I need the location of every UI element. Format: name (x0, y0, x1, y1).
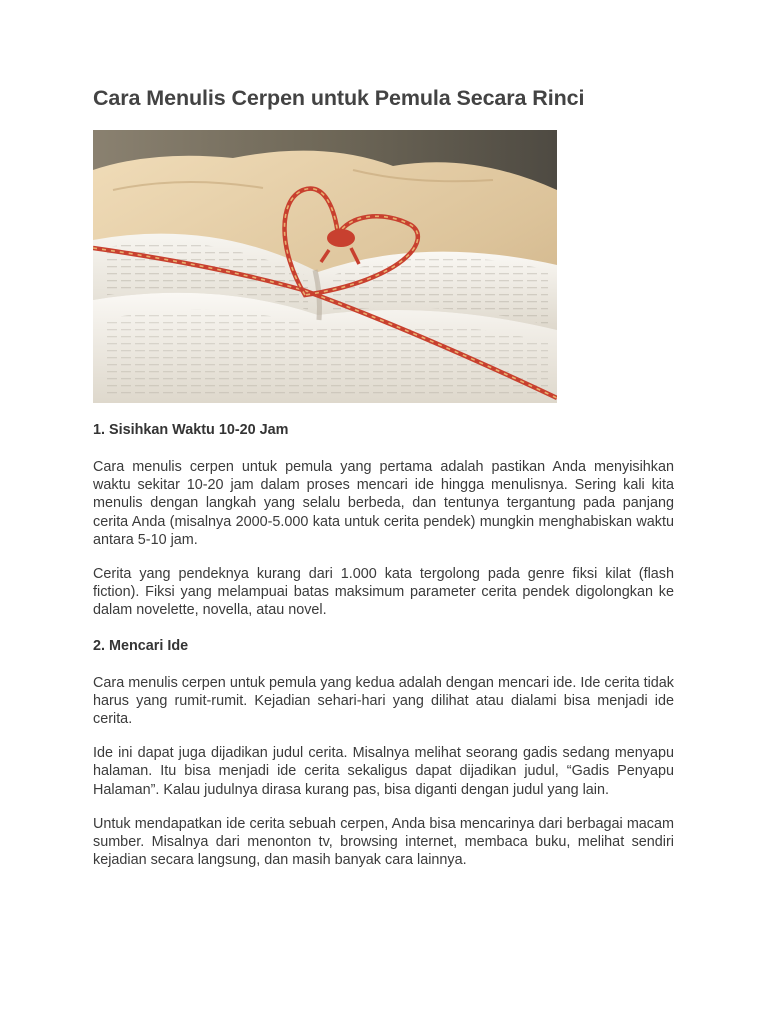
paragraph: Untuk mendapatkan ide cerita sebuah cerpen, Anda bisa mencarinya dari berbagai macam sumber. Misalnya dari menonton tv, browsing internet, membaca buku, melihat sendiri kejadian secara langsung, dan masih banyak cara lainnya. (93, 815, 674, 869)
paragraph: Ide ini dapat juga dijadikan judul cerita. Misalnya melihat seorang gadis sedang menyapu halaman. Itu bisa menjadi ide cerita sekaligus dapat dijadikan judul, “Gadis Penyapu Halaman”. Kalau judulnya dirasa kurang pas, bisa diganti dengan judul yang lain. (93, 745, 674, 798)
section-1 (93, 420, 674, 620)
article-body (93, 420, 674, 885)
page-title: Cara Menulis Cerpen untuk Pemula Secara Rinci (93, 86, 585, 110)
open-book-heart-icon (93, 130, 557, 403)
paragraph: Cerita yang pendeknya kurang dari 1.000 kata tergolong pada genre fiksi kilat (flash fiction). Fiksi yang melampuai batas maksimum parameter cerita pendek digolongkan ke dalam novelette, novella, atau novel. (93, 566, 674, 619)
section-2 (93, 636, 674, 870)
paragraph: Cara menulis cerpen untuk pemula yang kedua adalah dengan mencari ide. Ide cerita tidak harus yang rumit-rumit. Kejadian sehari-hari yang dilihat atau dialami bisa menjadi ide cerita. (93, 674, 674, 728)
hero-image (93, 130, 557, 403)
paragraph: Cara menulis cerpen untuk pemula yang pertama adalah pastikan Anda menyisihkan waktu sekitar 10-20 jam dalam proses mencari ide hingga menulisnya. Sering kali kita menulis dengan langkah yang selalu berbeda, dan tentunya tergantung pada panjang cerita Anda (misalnya 2000-5.000 kata untuk cerita pendek) mungkin menghabiskan waktu antara 5-10 jam. (93, 459, 674, 548)
section-heading: 1. Sisihkan Waktu 10-20 Jam (93, 422, 289, 438)
section-heading: 2. Mencari Ide (93, 637, 189, 654)
